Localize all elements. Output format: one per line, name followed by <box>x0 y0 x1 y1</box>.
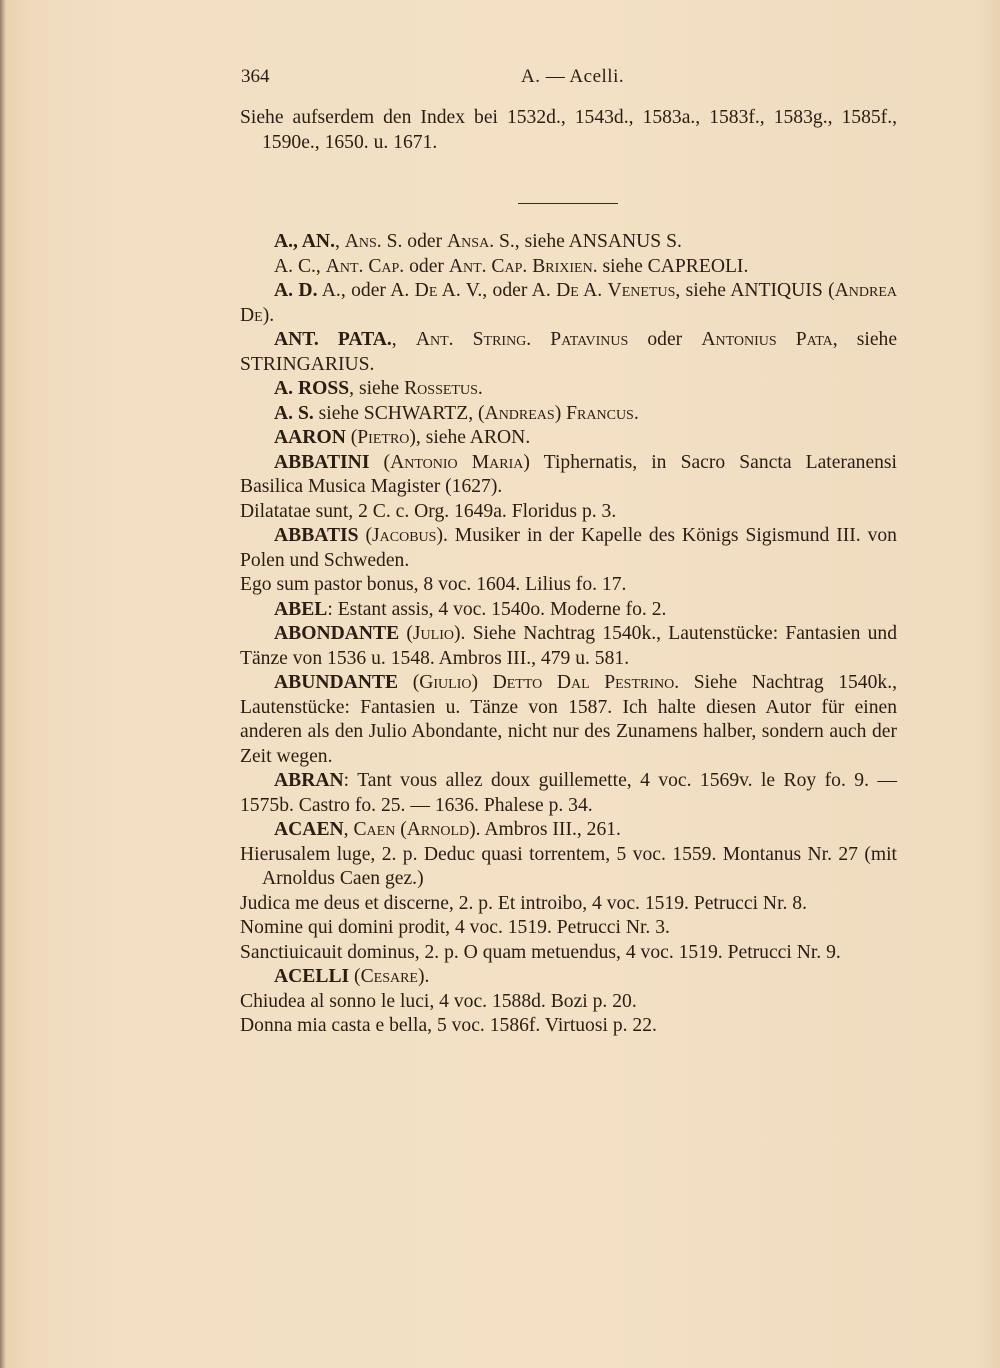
entry-smallcaps: Antonius Pata <box>701 329 833 350</box>
entry-text: . <box>477 378 483 399</box>
entry-text: . <box>633 402 639 424</box>
entry-smallcaps: Venetus <box>607 280 676 301</box>
entry-lead: AARON <box>274 427 346 448</box>
entry-work: Hierusalem luge, 2. p. Deduc quasi torrentem, 5 voc. 1559. Montanus Nr. 27 (mit Arnoldus Caen gez.) <box>240 843 897 889</box>
entry-lead: ABRAN <box>274 770 344 791</box>
entry-smallcaps: Francus <box>566 402 634 424</box>
entry-text: ) Tiphernatis, in Sacro Sancta Lateranensi Basilica Musica Magister (1627). <box>240 451 898 497</box>
entry-text: ( <box>398 672 420 693</box>
entry-lead: ABEL <box>274 598 328 620</box>
entry-abondante <box>240 622 897 671</box>
entry-lead: ANT. PATA. <box>274 329 392 350</box>
entry-text: siehe SCHWARTZ, ( <box>313 402 485 424</box>
entry-text: ). <box>418 966 430 987</box>
entry-a-c <box>240 255 897 280</box>
entry-text: , <box>343 819 354 840</box>
entry-lead: ABONDANTE <box>274 623 400 644</box>
entry-text: A. V., oder A. <box>437 280 557 301</box>
entry-smallcaps: Ansa. <box>447 231 495 252</box>
entry-text: siehe CAPREOLI. <box>597 255 749 277</box>
entry-smallcaps: Antonio Maria <box>390 451 524 473</box>
entry-text: A. C., <box>274 255 326 277</box>
entry-text: A. <box>578 280 608 301</box>
entry-acelli <box>240 965 897 990</box>
entry-text: S. oder <box>381 231 448 252</box>
entry-lead: ABBATINI <box>274 451 370 473</box>
entry-text: , siehe STRINGARIUS. <box>240 329 898 375</box>
entry-work: Ego sum pastor bonus, 8 voc. 1604. Lilius fo. 17. <box>240 574 627 595</box>
entry-lead: ABBATIS <box>274 525 359 546</box>
entry-text: ) <box>554 402 567 424</box>
intro-paragraph: Siehe aufserdem den Index bei 1532d., 1543d., 1583a., 1583f., 1583g., 1585f., 1590e., 1650. u. 1671. <box>240 107 897 153</box>
entry-abundante <box>240 671 897 769</box>
entry-smallcaps: Caen <box>353 819 396 840</box>
entry-text: . Siehe Nachtrag 1540k., Lautenstücke: Fantasien u. Tänze von 1587. Ich halte diesen Autor für einen anderen als den Julio Abondante, nicht nur des Zunamens halber, sondern auch der Zeit wegen. <box>240 672 897 767</box>
entry-lead: ACELLI <box>274 966 350 987</box>
entry-text: ( <box>395 819 407 840</box>
entry-text: ). Siehe Nachtrag 1540k., Lautenstücke: Fantasien und Tänze von 1536 u. 1548. Ambros III., 479 u. 581. <box>240 623 897 669</box>
entry-smallcaps: Julio <box>412 623 454 644</box>
entry-a-s <box>240 402 897 427</box>
page-number: 364 <box>241 66 270 87</box>
entry-smallcaps: Cesare <box>360 966 418 987</box>
entry-text: ( <box>349 966 361 987</box>
entry-acaen <box>240 818 897 843</box>
entry-smallcaps: Andrea De <box>240 280 897 326</box>
entry-smallcaps: Jacobus <box>372 525 437 546</box>
entry-lead: ACAEN <box>274 819 344 840</box>
entry-smallcaps: De <box>414 280 438 301</box>
entry-smallcaps: Arnold <box>406 819 470 840</box>
entry-a-d <box>240 279 897 328</box>
entry-lead: A., AN. <box>274 231 335 252</box>
entries-block <box>240 230 897 1039</box>
entry-abbatis <box>240 524 897 573</box>
entry-text: ). Musiker in der Kapelle des Königs Sigismund III. von Polen und Schweden. <box>240 525 897 571</box>
entry-smallcaps: Giulio <box>419 672 472 693</box>
entry-lead: ABUNDANTE <box>274 672 399 693</box>
entry-text: ( <box>399 623 413 644</box>
entry-text: , siehe <box>349 378 405 399</box>
entry-smallcaps: Ant. Cap. <box>325 255 405 277</box>
entry-text: ) <box>471 672 493 693</box>
page-header <box>241 66 897 94</box>
entry-lead: A. D. <box>274 280 318 301</box>
entry-work: Chiudea al sonno le luci, 4 voc. 1588d. Bozi p. 20. <box>240 990 637 1012</box>
entry-smallcaps: Ant. Cap. Brixien. <box>448 255 598 277</box>
entry-work: Donna mia casta e bella, 5 voc. 1586f. Virtuosi p. 22. <box>240 1015 657 1036</box>
entry-text: , siehe ANTIQUIS ( <box>675 280 835 301</box>
entry-smallcaps: Andreas <box>484 402 555 424</box>
entry-text: ( <box>345 427 358 448</box>
entry-work: Sanctiuicauit dominus, 2. p. O quam metuendus, 4 voc. 1519. Petrucci Nr. 9. <box>240 941 841 963</box>
entry-ant-pata <box>240 328 897 377</box>
intro-block <box>240 106 897 155</box>
entry-work: Judica me deus et discerne, 2. p. Et introibo, 4 voc. 1519. Petrucci Nr. 8. <box>240 892 808 914</box>
entry-abbatini <box>240 451 897 500</box>
entry-text: : Tant vous allez doux guillemette, 4 voc. 1569v. le Roy fo. 9. — 1575b. Castro fo. 25. — 1636. Phalese p. 34. <box>240 770 897 816</box>
entry-text: : Estant assis, 4 voc. 1540o. Moderne fo. 2. <box>327 598 667 620</box>
section-divider <box>518 203 618 204</box>
entry-text: A., oder A. <box>317 280 415 301</box>
entry-text: ). <box>262 304 275 326</box>
entry-abran <box>240 769 897 818</box>
entry-smallcaps: Detto Dal Pestrino <box>492 672 675 693</box>
entry-smallcaps: De <box>556 280 579 301</box>
entry-lead: A. ROSS <box>274 378 350 399</box>
entry-lead: A. S. <box>274 402 314 424</box>
entry-smallcaps: Pietro <box>357 427 410 448</box>
entry-work: Dilatatae sunt, 2 C. c. Org. 1649a. Floridus p. 3. <box>240 500 617 522</box>
entry-text: , <box>391 329 416 350</box>
entry-text: oder <box>628 329 702 350</box>
entry-a-an <box>240 230 897 255</box>
entry-smallcaps: Ans. <box>344 231 382 252</box>
entry-smallcaps: Ant. String. Patavinus <box>415 329 629 350</box>
entry-text: ( <box>358 525 373 546</box>
entry-smallcaps: Rossetus <box>404 378 478 399</box>
entry-text: ), siehe ARON. <box>409 427 531 448</box>
entry-abel <box>240 598 897 623</box>
page-left-edge <box>0 0 6 1368</box>
entry-work: Nomine qui domini prodit, 4 voc. 1519. Petrucci Nr. 3. <box>240 917 670 938</box>
entry-text: oder <box>404 255 449 277</box>
entry-text: ). Ambros III., 261. <box>469 819 621 840</box>
entry-aaron <box>240 426 897 451</box>
entry-text: , <box>334 231 345 252</box>
entry-text: S., siehe ANSANUS S. <box>494 231 682 252</box>
entry-a-ross <box>240 377 897 402</box>
entry-text: ( <box>369 451 391 473</box>
running-head: A. — Acelli. <box>521 66 625 87</box>
